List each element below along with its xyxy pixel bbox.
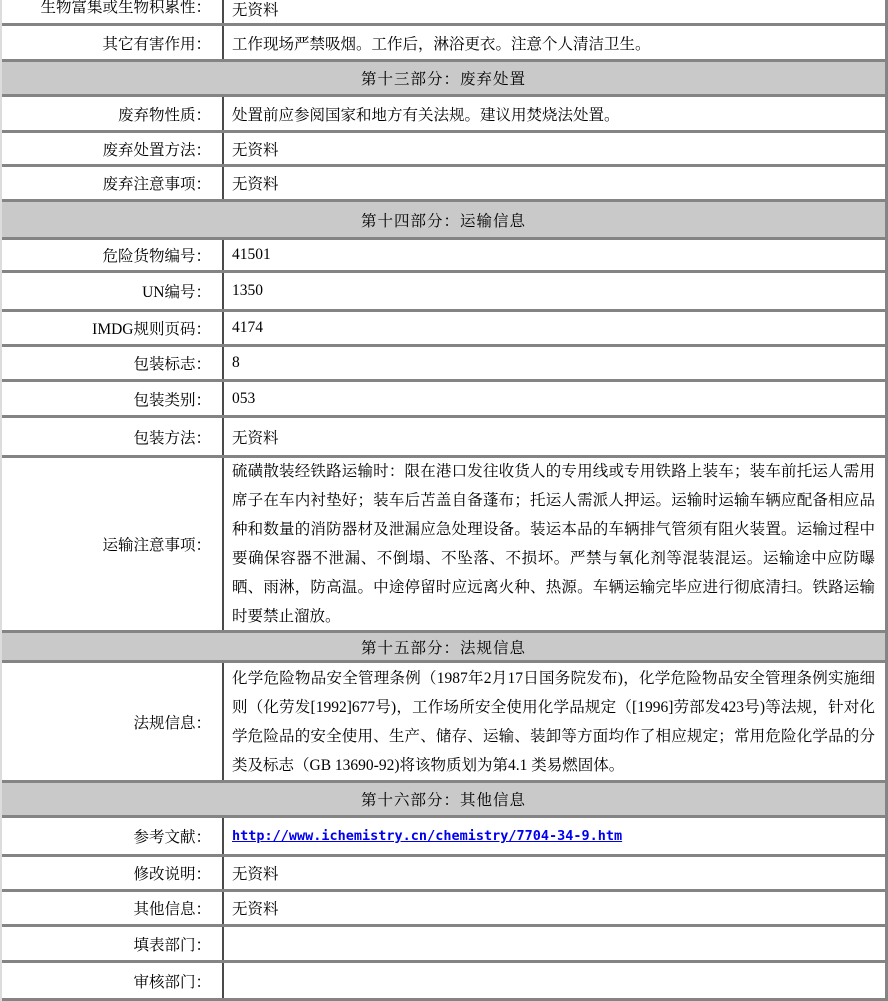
row-label: 运输注意事项： [2,458,224,630]
row-label: 包装标志： [2,347,224,379]
row-label: 填表部门： [2,927,224,960]
row-value: 工作现场严禁吸烟。工作后，淋浴更衣。注意个人清洁卫生。 [232,35,651,53]
section-header-section-16 [2,783,885,818]
row-value [224,927,885,960]
row-value: 化学危险物品安全管理条例（1987年2月17日国务院发布)，化学危险物品安全管理条例实施细则（化劳发[1992]677号)，工作场所安全使用化学品规定（[1996]劳部发423号)等法规，针对化学危险品的安全使用、生产、储存、运输、装卸等方面均作了相应规定；常用危险化学品的分类及标志（GB 13690-92)将该物质划为第4.1 类易燃固体。 [232,669,875,774]
row-value: 无资料 [232,141,279,159]
row-label: IMDG规则页码： [2,312,224,344]
row-value: 无资料 [232,429,279,447]
row-form-department [2,927,885,963]
row-waste-nature [2,97,885,133]
section-title: 第十六部分：其他信息 [360,792,526,809]
row-value: 处置前应参阅国家和地方有关法规。建议用焚烧法处置。 [232,106,620,124]
row-value: 053 [232,389,256,407]
row-transport-precautions [2,458,885,633]
row-label: 其他信息： [2,892,224,924]
row-value: 4174 [232,319,263,336]
row-label: 审核部门： [2,963,224,998]
row-waste-disposal-method [2,133,885,167]
row-other-harmful-effects [2,26,885,62]
row-value: 无资料 [232,176,279,193]
row-un-number [2,273,885,312]
row-dangerous-goods-number [2,240,885,273]
row-review-department [2,963,885,1001]
row-packing-category [2,382,885,418]
row-label: 废弃物性质： [2,97,224,130]
section-header-section-15 [2,633,885,663]
section-title: 第十五部分：法规信息 [360,639,526,657]
section-title: 第十三部分：废弃处置 [360,71,526,88]
section-header-section-14 [2,202,885,240]
row-packing-mark [2,347,885,382]
row-label: UN编号： [2,273,224,309]
row-label: 废弃处置方法： [2,133,224,164]
row-other-info [2,892,885,927]
row-value: 8 [232,354,240,371]
row-references [2,818,885,857]
row-imdg-page [2,312,885,347]
row-value [224,818,885,854]
row-value: 无资料 [232,2,279,19]
row-packing-method [2,418,885,458]
row-value: 41501 [232,246,271,263]
row-value: 硫磺散装经铁路运输时：限在港口发往收货人的专用线或专用铁路上装车；装车前托运人需用席子在车内衬垫好；装车后苫盖自备蓬布；托运人需派人押运。运输时运输车辆应配备相应品种和数量的消防器材及泄漏应急处理设备。装运本品的车辆排气管须有阻火装置。运输过程中要确保容器不泄漏、不倒塌、不坠落、不损坏。严禁与氧化剂等混装混运。运输途中应防曝晒、雨淋，防高温。中途停留时应远离火种、热源。车辆运输完毕应进行彻底清扫。铁路运输时要禁止溜放。 [232,463,875,625]
row-value [224,963,885,998]
row-label: 其它有害作用： [2,26,224,59]
row-value: 无资料 [232,866,279,883]
row-regulatory-info [2,663,885,783]
row-label: 生物富集或生物积累性： [2,0,224,23]
row-label: 危险货物编号： [2,240,224,270]
row-value: 1350 [232,282,263,299]
row-label: 包装类别： [2,382,224,415]
row-label: 废弃注意事项： [2,167,224,199]
row-label: 参考文献： [2,818,224,854]
row-value: 无资料 [232,901,279,918]
row-revision-notes [2,857,885,892]
row-bioaccumulation [2,0,885,26]
section-title: 第十四部分：运输信息 [360,212,526,230]
row-label: 包装方法： [2,418,224,455]
row-label: 修改说明： [2,857,224,889]
section-header-section-13 [2,62,885,97]
row-waste-precautions [2,167,885,202]
row-label: 法规信息： [2,663,224,780]
reference-link[interactable]: http://www.ichemistry.cn/chemistry/7704-34-9.htm [232,828,623,844]
